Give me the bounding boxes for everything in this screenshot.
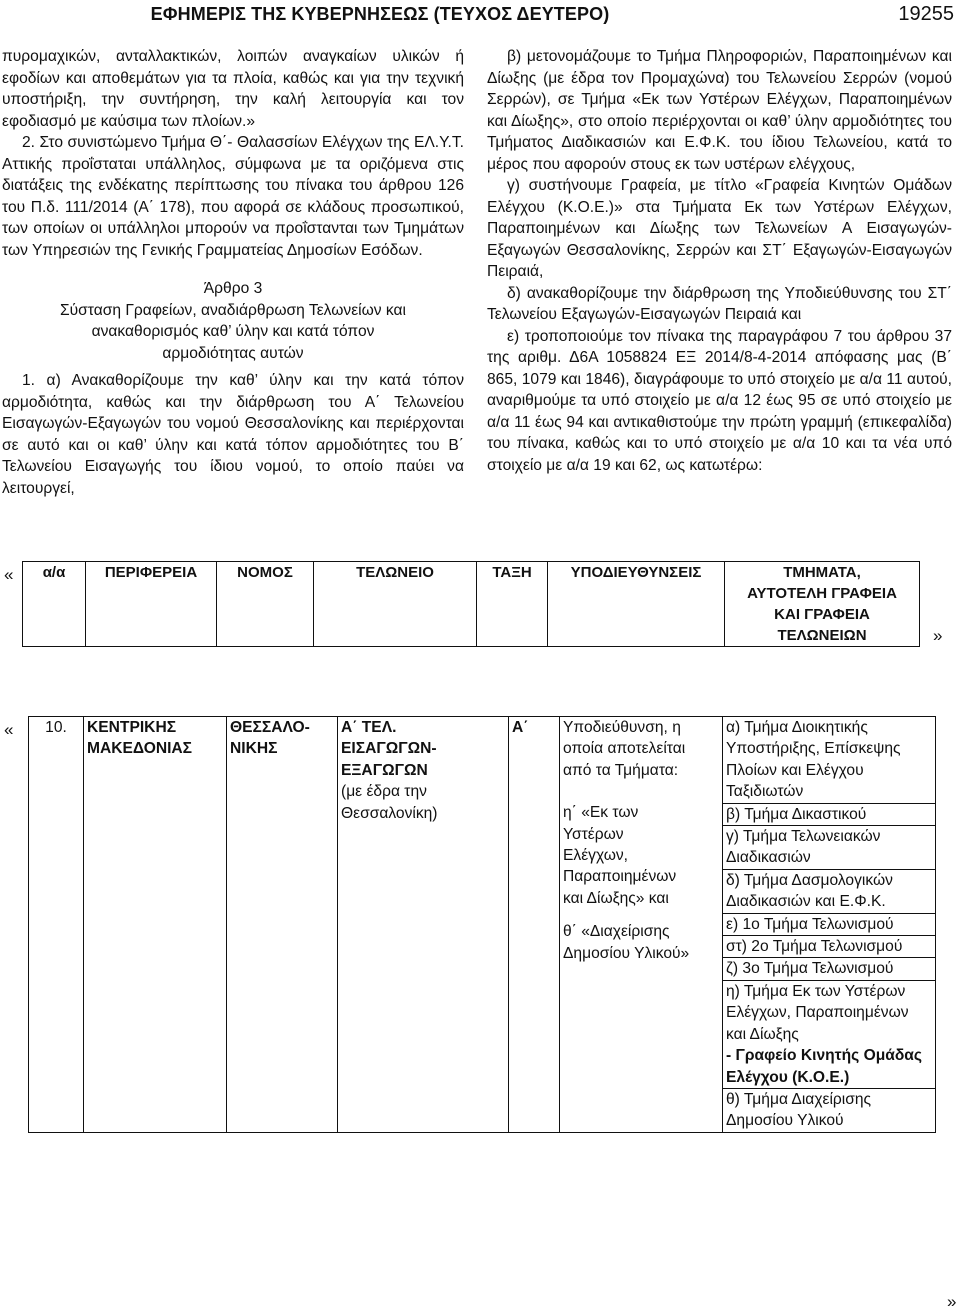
- table-header: [22, 561, 920, 647]
- department-item: θ) Τμήμα Διαχείρισης Δημοσίου Υλικού: [723, 1088, 935, 1132]
- article-number: Άρθρο 3: [203, 280, 263, 297]
- page-header: [0, 0, 960, 32]
- article-heading: [2, 278, 464, 364]
- cell-line: οποία αποτελείται: [563, 740, 686, 758]
- paragraph: β) μετονομάζουμε το Τμήμα Πληροφοριών, Παραποιημένων και Δίωξης (με έδρα τον Προμαχώνα) του Τελωνείου Σερρών (νομού Σερρών), σε Τμήμα «Εκ των Υστέρων Ελέγχων, Παραποιημένων και Δίωξης», στο οποίο περιέρχονται οι καθ’ ύλην αρμοδιότητες του Τμήματος Διαδικασιών και Ε.Φ.Κ. του ίδιου Τελωνείου, κατά το μέρος που αφορούν στους εκ των υστέρων ελέγχους,: [487, 48, 952, 173]
- table-row: [29, 717, 936, 1133]
- header-line: ΤΕΛΩΝΕΙΩΝ: [777, 627, 867, 644]
- cell-line: η΄ «Εκ των: [563, 804, 639, 822]
- department-item: γ) Τμήμα Τελωνειακών Διαδικασιών: [723, 825, 935, 869]
- cell-line: Παραποιημένων: [563, 868, 677, 886]
- paragraph: πυρομαχικών, ανταλλακτικών, λοιπών αναγκαίων υλικών ή εφοδίων και αποθεμάτων για τα πλοία, καθώς και για την τεχνική υποστήριξη, την συντήρηση, την καλή λειτουργία και τον εφοδιασμό με καύσιμα των πλοίων.»: [2, 48, 464, 130]
- cell-line: (με έδρα την: [341, 783, 427, 801]
- row-subdirectorate: [560, 717, 723, 1133]
- paragraph: ε) τροποποιούμε τον πίνακα της παραγράφου 7 του άρθρου 37 της αριθμ. Δ6Α 1058824 ΕΞ 2014/8-4-2014 απόφασης μας (Β΄ 865, 1079 και 1846), διαγράφουμε το υπό στοιχείο με α/α 11 αυτού, αναριθμούμε τα υπό στοιχείο με α/α 12 έως 95 σε υπό στοιχείο με α/α 11 έως 94 και αντικαθιστούμε την πρώτη γραμμή (επικεφαλίδα) του πίνακα, καθώς και το υπό στοιχείο με α/α 10 και τα νέα υπό στοιχείο με α/α 19 και 62, ως κατωτέρω:: [487, 327, 952, 474]
- row-region: [84, 717, 227, 1133]
- row-prefecture: [227, 717, 338, 1133]
- header-cell: ΠΕΡΙΦΕΡΕΙΑ: [86, 562, 217, 647]
- cell-line: Ελέγχων,: [563, 847, 629, 865]
- paragraph: δ) ανακαθορίζουμε την διάρθρωση της Υποδιεύθυνσης του ΣΤ΄ Τελωνείου Εξαγωγών-Εισαγωγών Πειραιά και: [487, 284, 952, 323]
- cell-line: ΚΕΝΤΡΙΚΗΣ: [87, 719, 177, 736]
- cell-line: Υστέρων: [563, 825, 624, 843]
- department-item: ε) 1ο Τμήμα Τελωνισμού: [723, 913, 935, 935]
- row-departments: [723, 717, 936, 1133]
- department-item: ζ) 3ο Τμήμα Τελωνισμού: [723, 957, 935, 979]
- cell-line: ΕΞΑΓΩΓΩΝ: [341, 761, 428, 779]
- row-aa: 10.: [29, 717, 84, 1133]
- paragraph: 2. Στο συνιστώμενο Τμήμα Θ΄- Θαλασσίων Ελέγχων της ΕΛ.Υ.Τ. Αττικής προΐσταται υπάλληλος, σύμφωνα με τα οριζόμενα στις διατάξεις της ενδέκατης περίπτωσης του πίνακα του άρθρου 126 του Π.δ. 111/2014 (Α΄ 178), που αφορά σε κλάδους προσωπικού, των οποίων οι υπάλληλοι μπορούν να προΐστανται των Τμημάτων των Υπηρεσιών της Γενικής Γραμματείας Δημοσίων Εσόδων.: [2, 134, 464, 259]
- header-cell: ΤΕΛΩΝΕΙΟ: [314, 562, 477, 647]
- close-quote: »: [947, 1292, 957, 1311]
- header-line: ΚΑΙ ΓΡΑΦΕΙΑ: [774, 606, 870, 623]
- cell-line: Δημοσίου Υλικού»: [563, 944, 690, 962]
- cell-line: ΜΑΚΕΔΟΝΙΑΣ: [87, 740, 193, 758]
- department-item: δ) Τμήμα Δασμολογικών Διαδικασιών και Ε.Φ.Κ.: [723, 869, 935, 913]
- cell-line: θ΄ «Διαχείρισης: [563, 923, 670, 941]
- header-cell: α/α: [23, 562, 86, 647]
- header-cell: [725, 562, 920, 647]
- open-quote: «: [4, 565, 14, 584]
- cell-line: Θεσσαλονίκη): [341, 804, 438, 822]
- cell-line: ΝΙΚΗΣ: [230, 740, 278, 758]
- table-body: [28, 716, 936, 1133]
- header-cell: ΥΠΟΔΙΕΥΘΥΝΣΕΙΣ: [548, 562, 725, 647]
- article-title-line: αρμοδιότητας αυτών: [162, 344, 304, 362]
- department-text: η) Τμήμα Εκ των Υστέρων Ελέγχων, Παραποιημένων και Δίωξης: [726, 982, 909, 1043]
- row-customs: [338, 717, 509, 1133]
- cell-line: από τα Τμήματα:: [563, 761, 679, 779]
- department-item: β) Τμήμα Δικαστικού: [723, 803, 935, 825]
- gazette-title: ΕΦΗΜΕΡΙΣ ΤΗΣ ΚΥΒΕΡΝΗΣΕΩΣ (ΤΕΥΧΟΣ ΔΕΥΤΕΡΟ): [150, 4, 610, 24]
- header-line: ΤΜΗΜΑΤΑ,: [783, 564, 861, 581]
- article-title-line: Σύσταση Γραφείων, αναδιάρθρωση Τελωνείων και: [59, 301, 407, 319]
- cell-line: ΕΙΣΑΓΩΓΩΝ-: [341, 740, 437, 758]
- paragraph: γ) συστήνουμε Γραφεία, με τίτλο «Γραφεία Κινητών Ομάδων Ελέγχου (Κ.Ο.Ε.)» στα Τμήματα Εκ των Υστέρων Ελέγχων, Παραποιημένων και Δίωξης των Τελωνείων Α Εισαγωγών-Εξαγωγών Θεσσαλονίκης, Σερρών και ΣΤ΄ Εξαγωγών-Εισαγωγών Πειραιά,: [487, 177, 952, 280]
- open-quote: «: [4, 720, 14, 739]
- cell-line: και Δίωξης» και: [563, 889, 669, 907]
- left-column: [2, 46, 464, 499]
- department-item: [723, 980, 935, 1088]
- page-number: 19255: [898, 3, 954, 25]
- cell-line: Α΄ ΤΕΛ.: [341, 719, 397, 736]
- cell-line: Υποδιεύθυνση, η: [563, 719, 681, 736]
- paragraph: 1. α) Ανακαθορίζουμε την καθ’ ύλην και την κατά τόπον αρμοδιότητα, καθώς και την διάρθρωση του Α΄ Τελωνείου Εισαγωγών-Εξαγωγών του νομού Θεσσαλονίκης και περιέρχονται σε αυτό και οι καθ’ ύλην και κατά τόπον αρμοδιότητες του Β΄ Τελωνείου Εισαγωγής του ίδιου νομού, το οποίο παύει να λειτουργεί,: [2, 372, 464, 497]
- header-cell: ΝΟΜΟΣ: [217, 562, 314, 647]
- article-title-line: ανακαθορισμός καθ’ ύλην και κατά τόπον: [91, 323, 375, 340]
- department-item: στ) 2ο Τμήμα Τελωνισμού: [723, 935, 935, 957]
- department-office: - Γραφείο Κινητής Ομάδας Ελέγχου (Κ.Ο.Ε.): [726, 1047, 923, 1086]
- department-item: α) Τμήμα Διοικητικής Υποστήριξης, Επίσκεψης Πλοίων και Ελέγχου Ταξιδιωτών: [726, 719, 901, 801]
- header-cell: ΤΑΞΗ: [477, 562, 548, 647]
- row-class: Α΄: [509, 717, 560, 1133]
- right-column: [487, 46, 952, 476]
- close-quote: »: [933, 626, 943, 645]
- header-line: ΑΥΤΟΤΕΛΗ ΓΡΑΦΕΙΑ: [747, 585, 897, 602]
- cell-line: ΘΕΣΣΑΛΟ-: [230, 719, 310, 736]
